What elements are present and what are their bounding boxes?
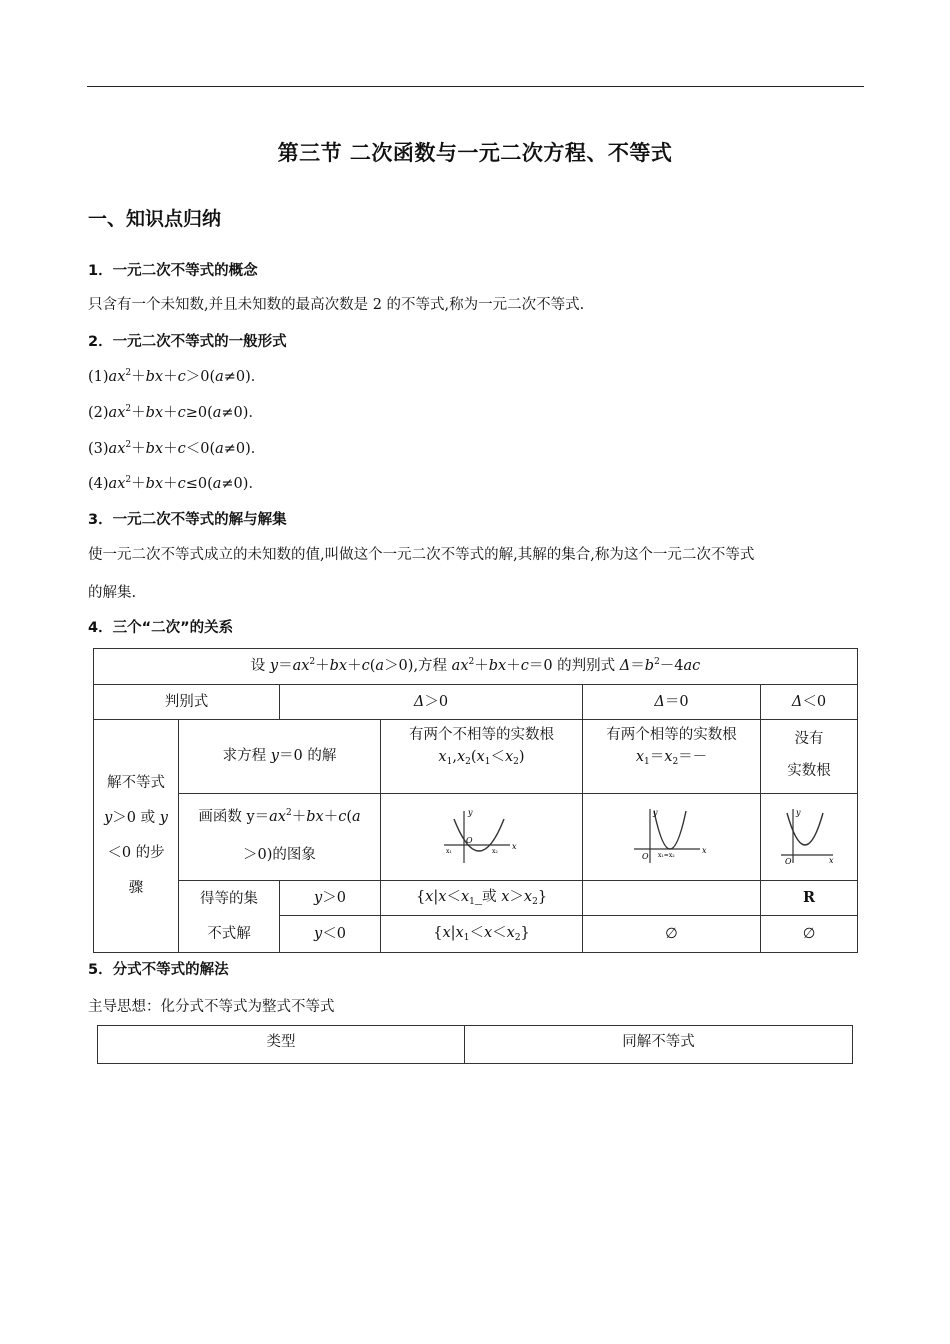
- top-rule: [87, 86, 864, 87]
- form-4: $(4)ax^2+bx+c\le 0(a\ne 0)$．: [88, 475, 263, 492]
- set-positive-no-root: R: [761, 881, 858, 916]
- col-equivalent: 同解不等式: [465, 1026, 853, 1064]
- set-positive-two-roots: {$x|x<x_1\_$或 $x>x_2$}: [381, 881, 583, 916]
- svg-text:y: y: [652, 808, 658, 817]
- row-y-negative: y＜0: [280, 916, 381, 953]
- discriminant-label: 判别式: [94, 685, 280, 720]
- svg-text:x₁: x₁: [445, 848, 452, 855]
- svg-text:x: x: [701, 846, 707, 855]
- row-roots-label: 求方程 y＝0 的解: [179, 720, 381, 794]
- page-title: 第三节 二次函数与一元二次方程、不等式: [277, 141, 673, 165]
- svg-text:y: y: [467, 808, 473, 817]
- concept-text: 只含有一个未知数,并且未知数的最高次数是 2 的不等式,称为一元二次不等式.: [88, 297, 585, 313]
- heading-solution-set: 3．一元二次不等式的解与解集: [88, 512, 287, 528]
- form-2: $(2)ax^2+bx+c\ge 0(a\ne 0)$．: [88, 404, 263, 421]
- roots-two-distinct: 有两个不相等的实数根 $x_1,x_2(x_1<x_2)$: [381, 720, 583, 794]
- heading-concept: 1．一元二次不等式的概念: [88, 263, 258, 279]
- svg-text:y: y: [796, 808, 801, 817]
- set-negative-no-root: ∅: [761, 916, 858, 953]
- heading-fractional: 5．分式不等式的解法: [88, 962, 229, 978]
- solution-text-1: 使一元二次不等式成立的未知数的值,叫做这个一元二次不等式的解,其解的集合,称为这个一元二次不等式: [88, 547, 755, 563]
- table-header: 设 $y=ax^2+bx+c(a>0)$,方程 $ax^2+bx+c=0$ 的判别式 $\Delta=b^2-4ac$: [94, 649, 858, 685]
- svg-text:x: x: [511, 842, 517, 851]
- set-negative-one-root: ∅: [583, 916, 761, 953]
- svg-text:O: O: [641, 852, 649, 861]
- heading-three-quadratics: 4．三个“二次”的关系: [88, 620, 234, 636]
- section-heading: 一、知识点归纳: [88, 208, 222, 230]
- svg-text:x₁=x₂: x₁=x₂: [657, 852, 675, 859]
- roots-none: 没有 实数根: [761, 720, 858, 794]
- form-3: $(3)ax^2+bx+c<0(a\ne 0)$．: [88, 440, 266, 457]
- row-y-positive: y＞0: [280, 881, 381, 916]
- svg-text:x: x: [829, 856, 834, 865]
- solution-text-2: 的解集.: [88, 585, 137, 601]
- heading-general-form: 2．一元二次不等式的一般形式: [88, 334, 287, 350]
- col-type: 类型: [98, 1026, 465, 1064]
- graph-two-roots: [381, 794, 583, 881]
- svg-text:O: O: [785, 857, 792, 866]
- set-negative-two-roots: $\{x|x_1<x<x_2\}$: [381, 916, 583, 953]
- form-1: $(1)ax^2+bx+c>0(a\ne 0)$．: [88, 368, 266, 385]
- svg-text:x₂: x₂: [491, 848, 498, 855]
- steps-label: 解不等式 y＞0 或 y ＜0 的步 骤: [94, 720, 179, 953]
- relation-table: [93, 648, 858, 953]
- roots-two-equal: 有两个相等的实数根 $x_1=x_2=-$: [583, 720, 761, 794]
- graph-one-root: [583, 794, 761, 881]
- graph-no-root: [761, 794, 858, 881]
- col-delta-negative: Δ＜0: [761, 685, 858, 720]
- col-delta-positive: Δ＞0: [280, 685, 583, 720]
- solution-set-label: 得等的集 不式解: [179, 881, 280, 953]
- fractional-text: 主导思想：化分式不等式为整式不等式: [88, 999, 335, 1015]
- col-delta-zero: Δ＝0: [583, 685, 761, 720]
- set-positive-one-root: [583, 881, 761, 916]
- svg-text:O: O: [465, 836, 473, 845]
- fractional-table: [97, 1025, 853, 1064]
- row-graph-label: 画函数 $y=ax^2+bx+c(a$ ＞0)的图象: [179, 794, 381, 881]
